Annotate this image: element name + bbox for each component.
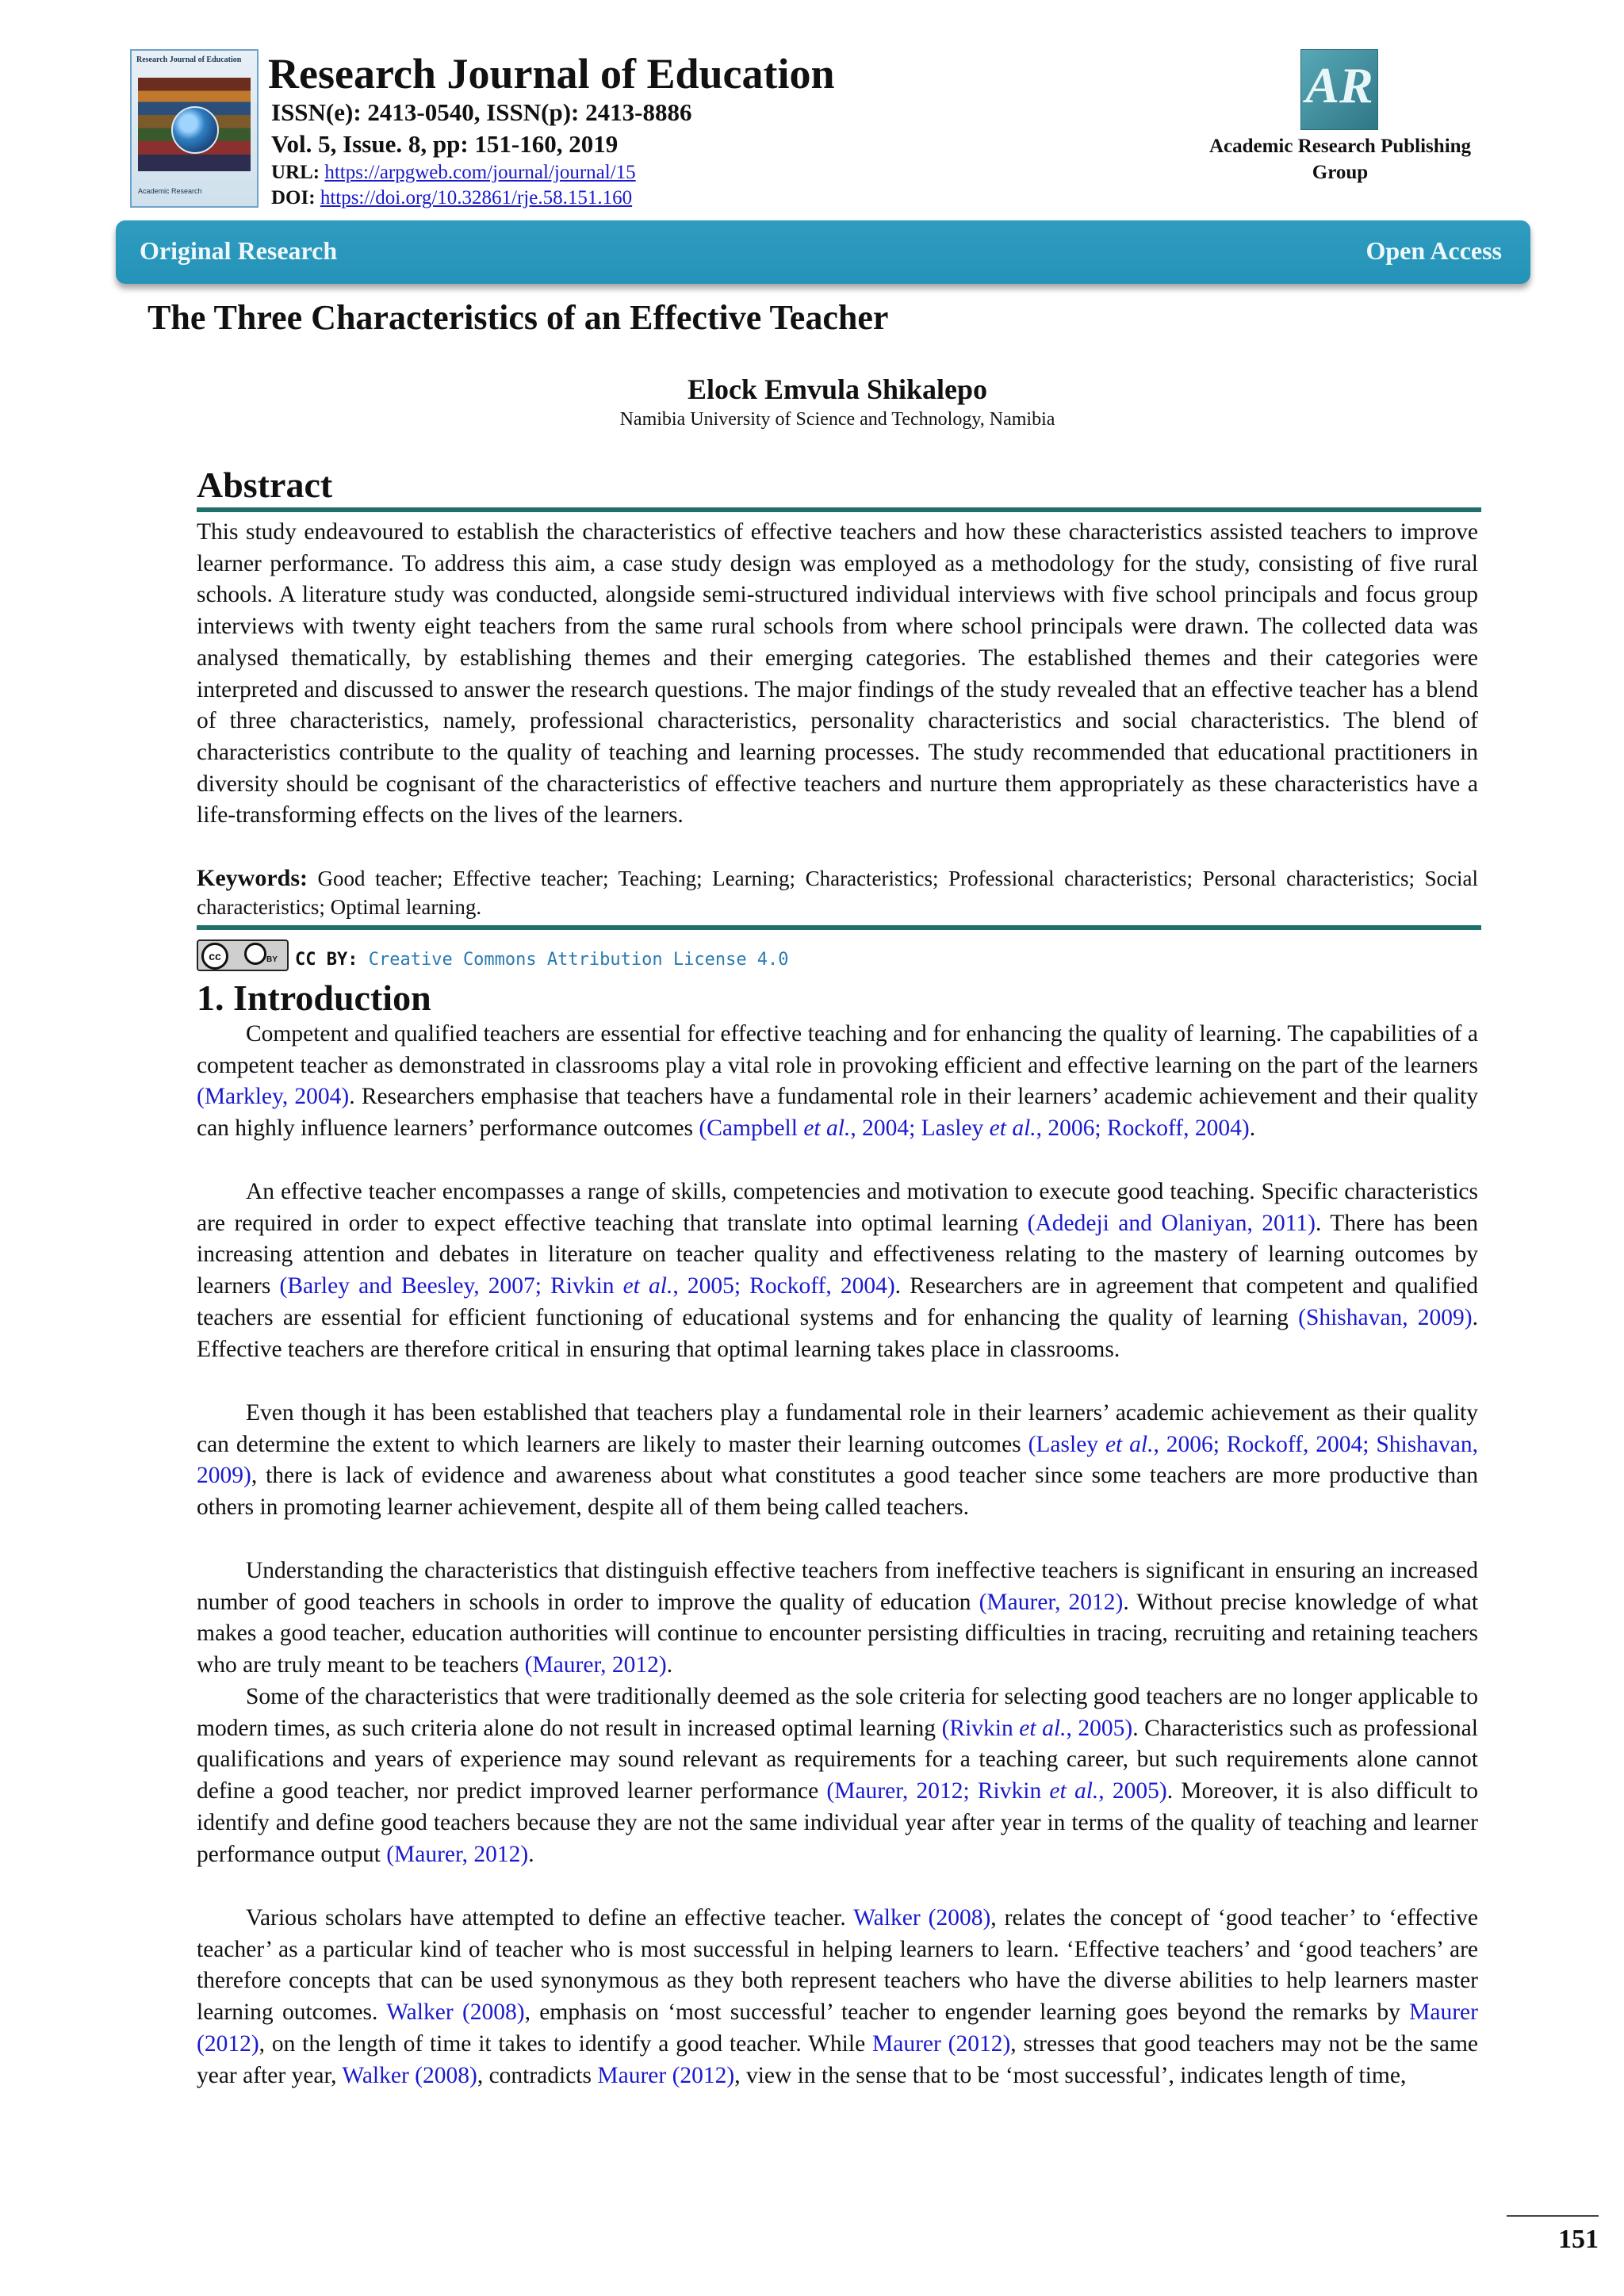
by-person-icon <box>244 943 266 965</box>
citation-link[interactable]: (Lasley et al., 2006; Rockoff, 2004; Shishavan, 2009) <box>197 1431 1478 1489</box>
author-name: Elock Emvula Shikalepo <box>687 373 988 405</box>
cover-globe-graphic <box>171 106 219 154</box>
p2-text-b: . There has been increasing attention and debates in literature on teacher quality and effectiveness relating to the mastery of learning outcomes by learners <box>197 1210 1478 1299</box>
publisher-logo-letters: AR <box>1305 57 1373 113</box>
citation-link[interactable]: Walker (2008) <box>342 2062 477 2088</box>
publisher-name-line-2: Group <box>1312 162 1369 183</box>
et-al-italic: et al. <box>1019 1715 1067 1741</box>
p2-text-d: . Effective teachers are therefore critical in ensuring that optimal learning takes place in classrooms. <box>197 1304 1479 1362</box>
citation-link[interactable]: Walker (2008) <box>853 1905 991 1931</box>
et-al-italic: et al. <box>989 1115 1036 1142</box>
publisher-name <box>1174 133 1507 186</box>
article-type-banner <box>116 220 1530 284</box>
p4-text-c: . <box>666 1652 673 1678</box>
abstract-bottom-rule <box>197 925 1481 930</box>
cc-by-license-icon[interactable] <box>197 939 289 971</box>
volume-issue: Vol. 5, Issue. 8, pp: 151-160, 2019 <box>271 130 619 158</box>
url-label: URL: <box>271 162 320 183</box>
citation-link[interactable]: (Maurer, 2012) <box>524 1652 667 1678</box>
journal-url-link[interactable]: https://arpgweb.com/journal/journal/15 <box>324 162 636 183</box>
abstract-top-rule <box>197 507 1481 512</box>
abstract-text: This study endeavoured to establish the characteristics of effective teachers and how these characteristics assisted teachers to improve learner performance. To address this aim, a case study design was employed as a methodology for the study, consisting of five rural schools. A literature study was conducted, alongside semi-structured individual interviews with five school principals and focus group interviews with twenty eight teachers from the same rural schools from where school principals were drawn. The collected data was analysed thematically, by establishing themes and their emerging categories. The established themes and their categories were interpreted and discussed to answer the research questions. The major findings of the study revealed that an effective teacher has a blend of three characteristics, namely, professional characteristics, personality characteristics and social characteristics. The blend of characteristics contribute to the quality of teaching and learning processes. The study recommended that educational practitioners in diversity should be cognisant of the characteristics of effective teachers and nurture them appropriately as these characteristics have a life-transforming effects on the lives of the learners. <box>197 519 1478 828</box>
issn: ISSN(e): 2413-0540, ISSN(p): 2413-8886 <box>271 98 692 126</box>
keywords-label: Keywords: <box>197 865 308 891</box>
cover-publisher: Academic Research <box>138 187 202 195</box>
citation-link[interactable]: (Rivkin et al., 2005) <box>941 1715 1133 1741</box>
open-access-label: Open Access <box>1365 236 1502 265</box>
cover-title: Research Journal of Education <box>136 55 242 64</box>
p6-text-a: Various scholars have attempted to define an effective teacher. <box>246 1905 854 1931</box>
footer-rule <box>1507 2215 1599 2217</box>
p1-text-c: . <box>1249 1115 1256 1142</box>
p3-text-a: Even though it has been established that teachers play a fundamental role in their learners’ academic achievement as their quality can determine the extent to which learners are likely to master their learning outcomes <box>197 1400 1478 1457</box>
article-title: The Three Characteristics of an Effective Teacher <box>147 298 889 337</box>
p5-text-b: . Characteristics such as professional qualifications and years of experience may sound relevant as requirements for a teaching career, but such requirements alone cannot define a good teacher, nor predict improved learner performance <box>197 1715 1478 1804</box>
intro-paragraph-3 <box>197 1398 1478 1524</box>
publisher-logo <box>1300 49 1378 130</box>
citation-link[interactable]: (Barley and Beesley, 2007; Rivkin et al., 2005; Rockoff, 2004) <box>279 1273 895 1299</box>
p6-text-e: , stresses that good teachers may not be the same year after year, <box>197 2030 1478 2088</box>
citation-link[interactable]: Maurer (2012) <box>872 2030 1011 2057</box>
citation-link[interactable]: (Maurer, 2012; Rivkin et al., 2005) <box>826 1778 1167 1804</box>
p5-text-c: . Moreover, it is also difficult to identify and define good teachers because they are not the same individual year after year in terms of the quality of teaching and learner performance output <box>197 1778 1478 1867</box>
p6-text-f: , contradicts <box>477 2062 598 2088</box>
by-badge-text: BY <box>266 955 278 964</box>
p2-text-c: . Researchers are in agreement that competent and qualified teachers are essential for efficient functioning of educational systems and for enhancing the quality of learning <box>197 1273 1478 1330</box>
p6-text-d: , on the length of time it takes to identify a good teacher. While <box>259 2030 872 2057</box>
doi-label: DOI: <box>271 187 316 209</box>
citation-link[interactable]: Maurer (2012) <box>597 2062 735 2088</box>
original-research-label: Original Research <box>140 236 338 265</box>
p5-text-a: Some of the characteristics that were traditionally deemed as the sole criteria for selecting good teachers are no longer applicable to modern times, as such criteria alone do not result in increased optimal learning <box>197 1684 1478 1741</box>
intro-paragraph-6 <box>197 1903 1478 2091</box>
p5-text-d: . <box>528 1841 534 1867</box>
cc-badge: cc <box>201 943 228 970</box>
p1-text-b: . Researchers emphasise that teachers have a fundamental role in their learners’ academic achievement and their quality can highly influence learners’ performance outcomes <box>197 1084 1479 1142</box>
author-affiliation: Namibia University of Science and Technology, Namibia <box>619 409 1055 430</box>
citation-link[interactable]: (Maurer, 2012) <box>979 1589 1124 1615</box>
intro-paragraph-5 <box>197 1682 1478 1870</box>
et-al-italic: et al. <box>622 1273 673 1299</box>
et-al-italic: et al. <box>1049 1778 1099 1804</box>
introduction-heading: 1. Introduction <box>197 978 431 1018</box>
abstract-heading: Abstract <box>197 465 333 505</box>
p2-text-a: An effective teacher encompasses a range of skills, competencies and motivation to execute good teaching. Specific characteristics are required in order to expect effective teaching that translate into optimal learning <box>197 1179 1478 1236</box>
citation-link[interactable]: Maurer (2012) <box>197 1999 1478 2057</box>
et-al-italic: et al. <box>1105 1431 1154 1457</box>
citation-link[interactable]: (Campbell et al., 2004; Lasley et al., 2006; Rockoff, 2004) <box>699 1115 1250 1142</box>
page-number: 151 <box>1558 2225 1599 2254</box>
citation-link[interactable]: (Adedeji and Olaniyan, 2011) <box>1027 1210 1316 1236</box>
p6-text-g: , view in the sense that to be ‘most successful’, indicates length of time, <box>734 2062 1407 2088</box>
p1-text-a: Competent and qualified teachers are essential for effective teaching and for enhancing the quality of learning. The capabilities of a competent teacher as demonstrated in classrooms play a vital role in provoking efficient and effective learning on the part of the learners <box>197 1021 1478 1078</box>
intro-paragraph-2 <box>197 1177 1478 1365</box>
url-line <box>271 162 636 184</box>
keywords-text: Good teacher; Effective teacher; Teaching; Learning; Characteristics; Professional characteristics; Personal characteristics; Social characteristics; Optimal learning. <box>197 867 1479 919</box>
p4-text-a: Understanding the characteristics that distinguish effective teachers from ineffective teachers is significant in ensuring an increased number of good teachers in schools in order to improve the quality of education <box>197 1558 1478 1615</box>
publisher-name-line-1: Academic Research Publishing <box>1208 136 1472 157</box>
p6-text-b: , relates the concept of ‘good teacher’ to ‘effective teacher’ as a particular kind of teacher who is most successful in helping learners to learn. ‘Effective teachers’ and ‘good teachers’ are therefore concepts that can be used synonymous as they both represent teachers who have the diverse abilities to help learners master learning outcomes. <box>197 1905 1478 2026</box>
keywords <box>197 864 1478 921</box>
citation-link[interactable]: (Markley, 2004) <box>197 1084 350 1110</box>
journal-title: Research Journal of Education <box>268 50 835 98</box>
license-prefix: CC BY: <box>295 950 358 970</box>
doi-line <box>271 187 632 209</box>
et-al-italic: et al. <box>803 1115 851 1142</box>
p4-text-b: . Without precise knowledge of what makes a good teacher, education authorities will continue to encounter persisting difficulties in tracing, recruiting and retaining teachers who are truly meant to be teachers <box>197 1589 1479 1678</box>
citation-link[interactable]: Walker (2008) <box>386 1999 525 2026</box>
license-link[interactable]: Creative Commons Attribution License 4.0 <box>368 950 789 970</box>
p6-text-c: , emphasis on ‘most successful’ teacher to engender learning goes beyond the remarks by <box>524 1999 1410 2026</box>
doi-link[interactable]: https://doi.org/10.32861/rje.58.151.160 <box>320 187 633 209</box>
license-line <box>295 950 789 970</box>
journal-cover-image <box>130 49 259 208</box>
citation-link[interactable]: (Maurer, 2012) <box>386 1841 529 1867</box>
p3-text-b: , there is lack of evidence and awareness about what constitutes a good teacher since some teachers are more productive than others in promoting learner achievement, despite all of them being called teachers. <box>197 1463 1478 1521</box>
citation-link[interactable]: (Shishavan, 2009) <box>1298 1304 1473 1330</box>
intro-paragraph-1 <box>197 1019 1478 1145</box>
intro-paragraph-4 <box>197 1556 1478 1682</box>
